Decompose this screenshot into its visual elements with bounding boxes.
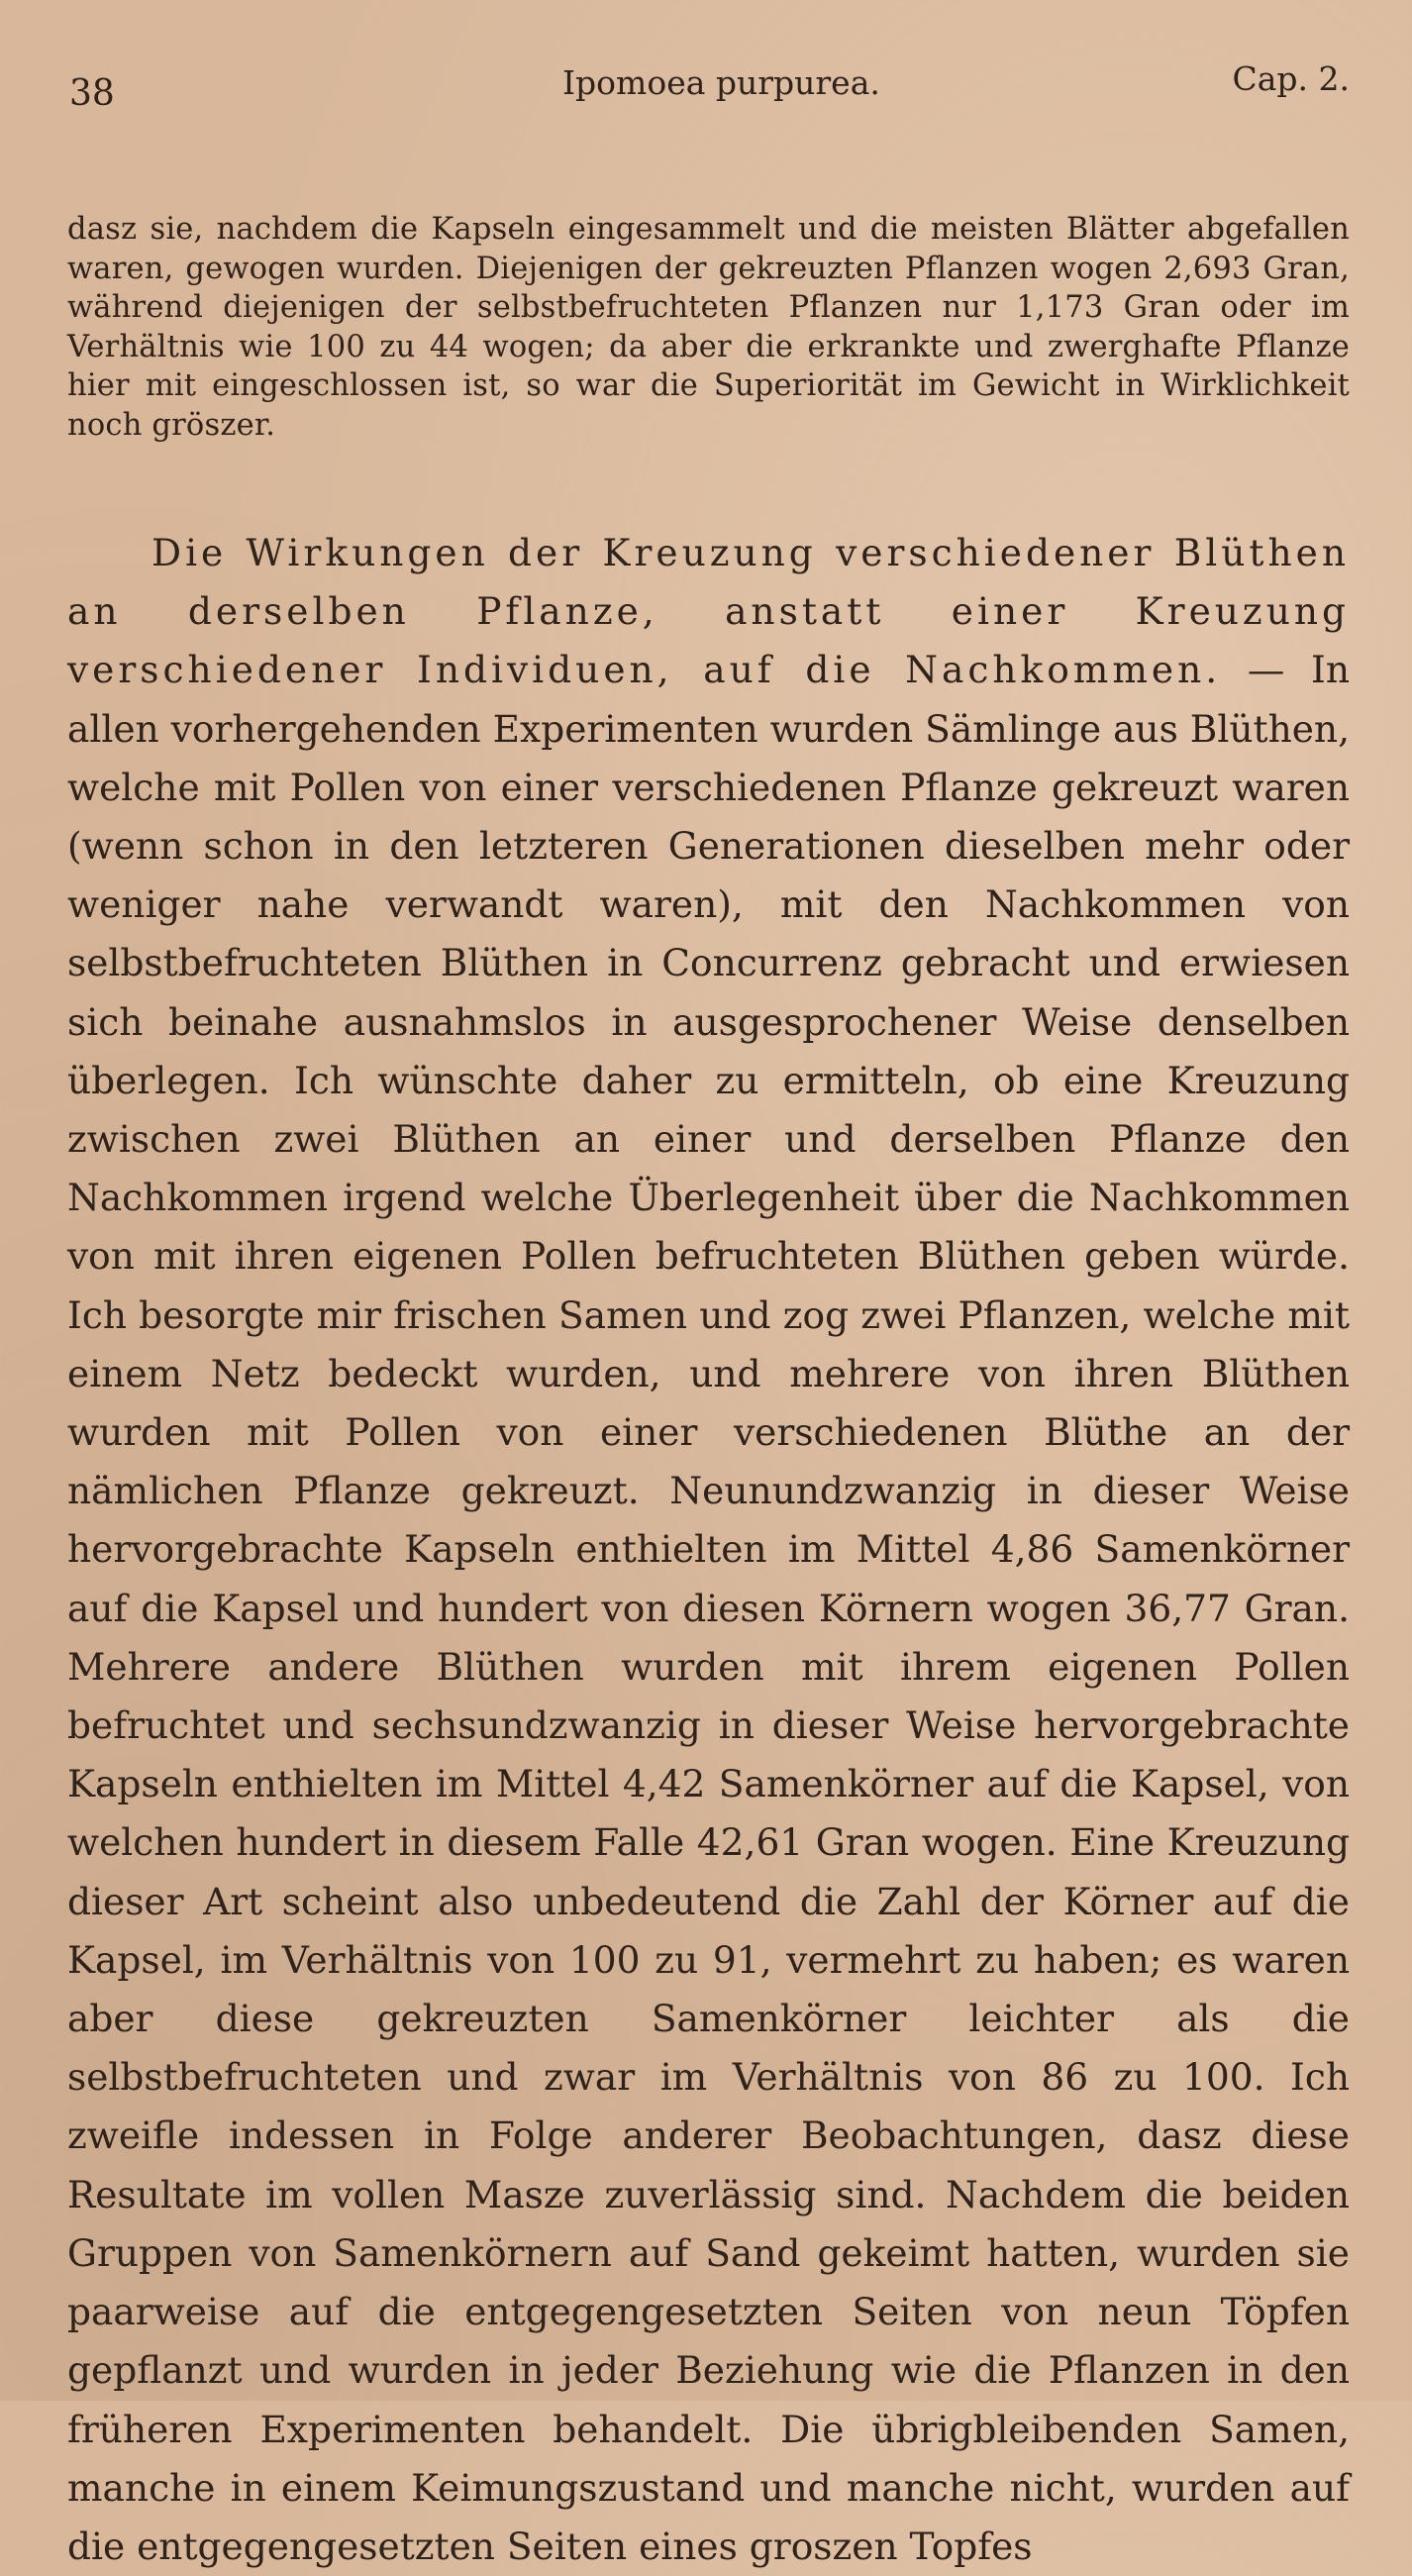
continuation-paragraph <box>67 210 1350 445</box>
running-header <box>67 59 1350 129</box>
chapter-label: Cap. 2. <box>1232 59 1350 98</box>
running-title: Ipomoea purpurea. <box>562 63 880 102</box>
book-page <box>67 59 1350 2576</box>
section-text: — In allen vorhergehenden Experimenten wurden Sämlinge aus Blüthen, welche mit Pollen von einer verschiedenen Pflanze gekreuzt waren (wenn schon in den letzteren Generationen dieselben mehr oder weniger nahe verwandt waren), mit den Nachkommen von selbstbefruchteten Blüthen in Concurrenz gebracht und erwiesen sich beinahe ausnahmslos in ausgesprochener Weise denselben überlegen. Ich wünschte daher zu ermitteln, ob eine Kreuzung zwischen zwei Blüthen an einer und derselben Pflanze den Nachkommen irgend welche Überlegenheit über die Nachkommen von mit ihren eigenen Pollen befruchteten Blüthen geben würde. Ich besorgte mir frischen Samen und zog zwei Pflanzen, welche mit einem Netz bedeckt wurden, und mehrere von ihren Blüthen wurden mit Pollen von einer verschiedenen Blüthe an der nämlichen Pflanze gekreuzt. Neunundzwanzig in dieser Weise hervorgebrachte Kapseln enthielten im Mittel 4,86 Samenkörner auf die Kapsel und hundert von diesen Körnern wogen 36,77 Gran. Mehrere andere Blüthen wurden mit ihrem eigenen Pollen befruchtet und sechsundzwanzig in dieser Weise hervorgebrachte Kapseln enthielten im Mittel 4,42 Samenkörner auf die Kapsel, von welchen hundert in diesem Falle 42,61 Gran wogen. Eine Kreuzung dieser Art scheint also unbedeutend die Zahl der Körner auf die Kapsel, im Verhältnis von 100 zu 91, vermehrt zu haben; es waren aber diese gekreuzten Samenkörner leichter als die selbstbefruchteten und zwar im Verhältnis von 86 zu 100. Ich zweifle indessen in Folge anderer Beobachtungen, dasz diese Resultate im vollen Masze zuverlässig sind. Nachdem die beiden Gruppen von Samenkörnern auf Sand gekeimt hatten, wurden sie paarweise auf die entgegengesetzten Seiten von neun Töpfen gepflanzt und wurden in jeder Beziehung wie die Pflanzen in den früheren Experimenten behandelt. Die übrigbleibenden Samen, manche in einem Keimungszustand und manche nicht, wurden auf die entgegengesetzten Seiten eines groszen Topfes <box>67 648 1350 2568</box>
section-paragraph <box>67 524 1350 2576</box>
section-heading: Die Wirkungen der Kreuzung verschiedener Blüthen an derselben Pflanze, anstatt einer Kreuzung verschiedener Individuen, auf die Nachkommen. <box>67 531 1350 692</box>
page-number: 38 <box>69 73 115 114</box>
continuation-text: dasz sie, nachdem die Kapseln eingesammelt und die meisten Blätter abgefallen waren, gewogen wurden. Diejenigen der gekreuzten Pflanzen wogen 2,693 Gran, während diejenigen der selbstbefruchteten Pflanzen nur 1,173 Gran oder im Verhältnis wie 100 zu 44 wogen; da aber die erkrankte und zwerghafte Pflanze hier mit eingeschlossen ist, so war die Superiorität im Gewicht in Wirklichkeit noch gröszer. <box>67 212 1350 443</box>
section-body <box>67 524 1350 2576</box>
